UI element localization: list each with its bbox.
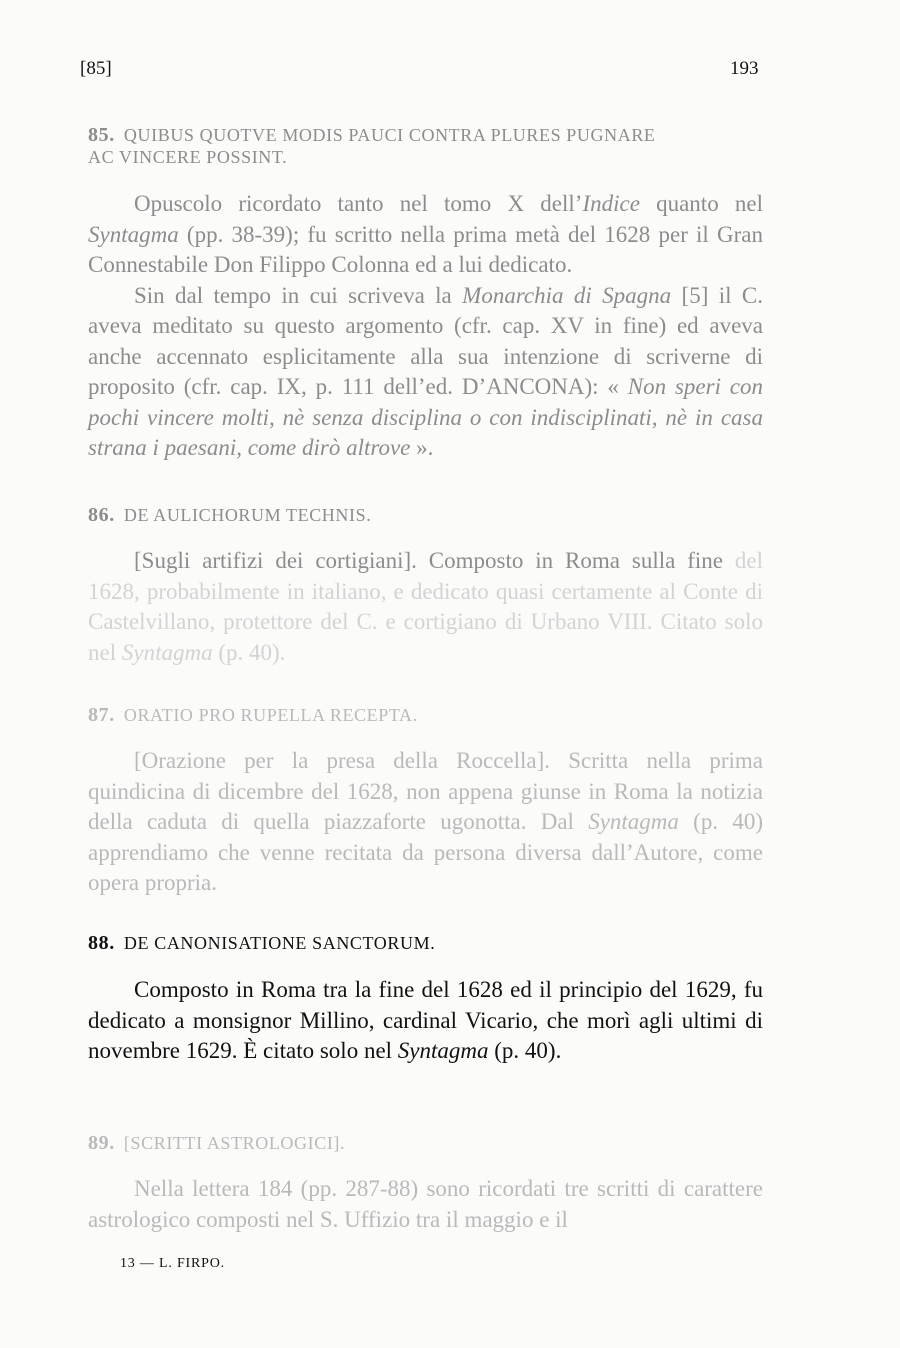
entry-title-cont: AC VINCERE POSSINT.	[88, 147, 288, 167]
entry-85-heading	[88, 124, 763, 168]
entry-87-heading	[88, 704, 763, 726]
entry-number: 86.	[88, 504, 115, 526]
entry-85	[88, 124, 763, 464]
entry-86	[88, 504, 763, 668]
entry-88	[88, 932, 763, 1067]
entry-88-paragraph-1: Composto in Roma tra la fine del 1628 ed il principio del 1629, fu dedicato a monsignor Millino, cardinal Vicario, che morì agli ultimi di novembre 1629. È citato solo nel Syntagma (p. 40).	[88, 977, 763, 1063]
entry-85-paragraph-2: Sin dal tempo in cui scriveva la Monarchia di Spagna [5] il C. aveva meditato su questo argomento (cfr. cap. XV in fine) ed aveva anche accennato esplicitamente alla sua intenzione di scriverne di proposito (cfr. cap. IX, p. 111 dell’ed. D’ANCONA): « Non speri con pochi vincere molti, nè senza disciplina o con indisciplinati, nè in casa strana i paesani, come dirò altrove ».	[88, 282, 764, 460]
entry-title: DE AULICHORUM TECHNIS.	[123, 505, 372, 525]
entry-87-paragraph-1: [Orazione per la presa della Roccella]. Scritta nella prima quindicina di dicembre del 1628, non appena giunse in Roma la notizia della caduta di quella piazzaforte ugonotta. Dal Syntagma (p. 40) apprendiamo che venne recitata da persona diversa dall’Autore, come opera propria.	[88, 748, 763, 895]
entry-89-heading	[88, 1132, 763, 1154]
entry-87	[88, 704, 763, 899]
entry-86-heading	[88, 504, 763, 526]
quotation: Non speri con pochi vincere molti, nè senza disciplina o con indisciplinati, nè in casa strana i paesani, come dirò altrove	[88, 374, 764, 460]
entry-number: 87.	[88, 704, 115, 726]
running-head-section: [85]	[80, 58, 112, 79]
entry-89	[88, 1132, 763, 1235]
entry-85-paragraph-1: Opuscolo ricordato tanto nel tomo X dell’Indice quanto nel Syntagma (pp. 38-39); fu scritto nella prima metà del 1628 per il Gran Connestabile Don Filippo Colonna ed a lui dedicato.	[88, 191, 763, 277]
entry-title: ORATIO PRO RUPELLA RECEPTA.	[123, 705, 418, 725]
entry-number: 88.	[88, 932, 115, 954]
entry-number: 89.	[88, 1132, 115, 1154]
page-number: 193	[730, 58, 759, 79]
entry-86-paragraph-1: [Sugli artifizi dei cortigiani]. Composto in Roma sulla fine del 1628, probabilmente in italiano, e dedicato quasi certamente al Conte di Castelvillano, protettore del C. e cortigiano di Urbano VIII. Citato solo nel Syntagma (p. 40).	[88, 548, 763, 665]
entry-89-paragraph-1: Nella lettera 184 (pp. 287-88) sono ricordati tre scritti di carattere astrologico composti nel S. Uffizio tra il maggio e il	[88, 1176, 763, 1232]
signature-footer: 13 — L. FIRPO.	[120, 1256, 225, 1271]
entry-88-heading	[88, 932, 763, 954]
entry-title: QUIBUS QUOTVE MODIS PAUCI CONTRA PLURES PUGNARE	[123, 125, 656, 145]
entry-title: [SCRITTI ASTROLOGICI].	[123, 1133, 346, 1153]
entry-title: DE CANONISATIONE SANCTORUM.	[123, 933, 436, 953]
entry-number: 85.	[88, 124, 115, 146]
